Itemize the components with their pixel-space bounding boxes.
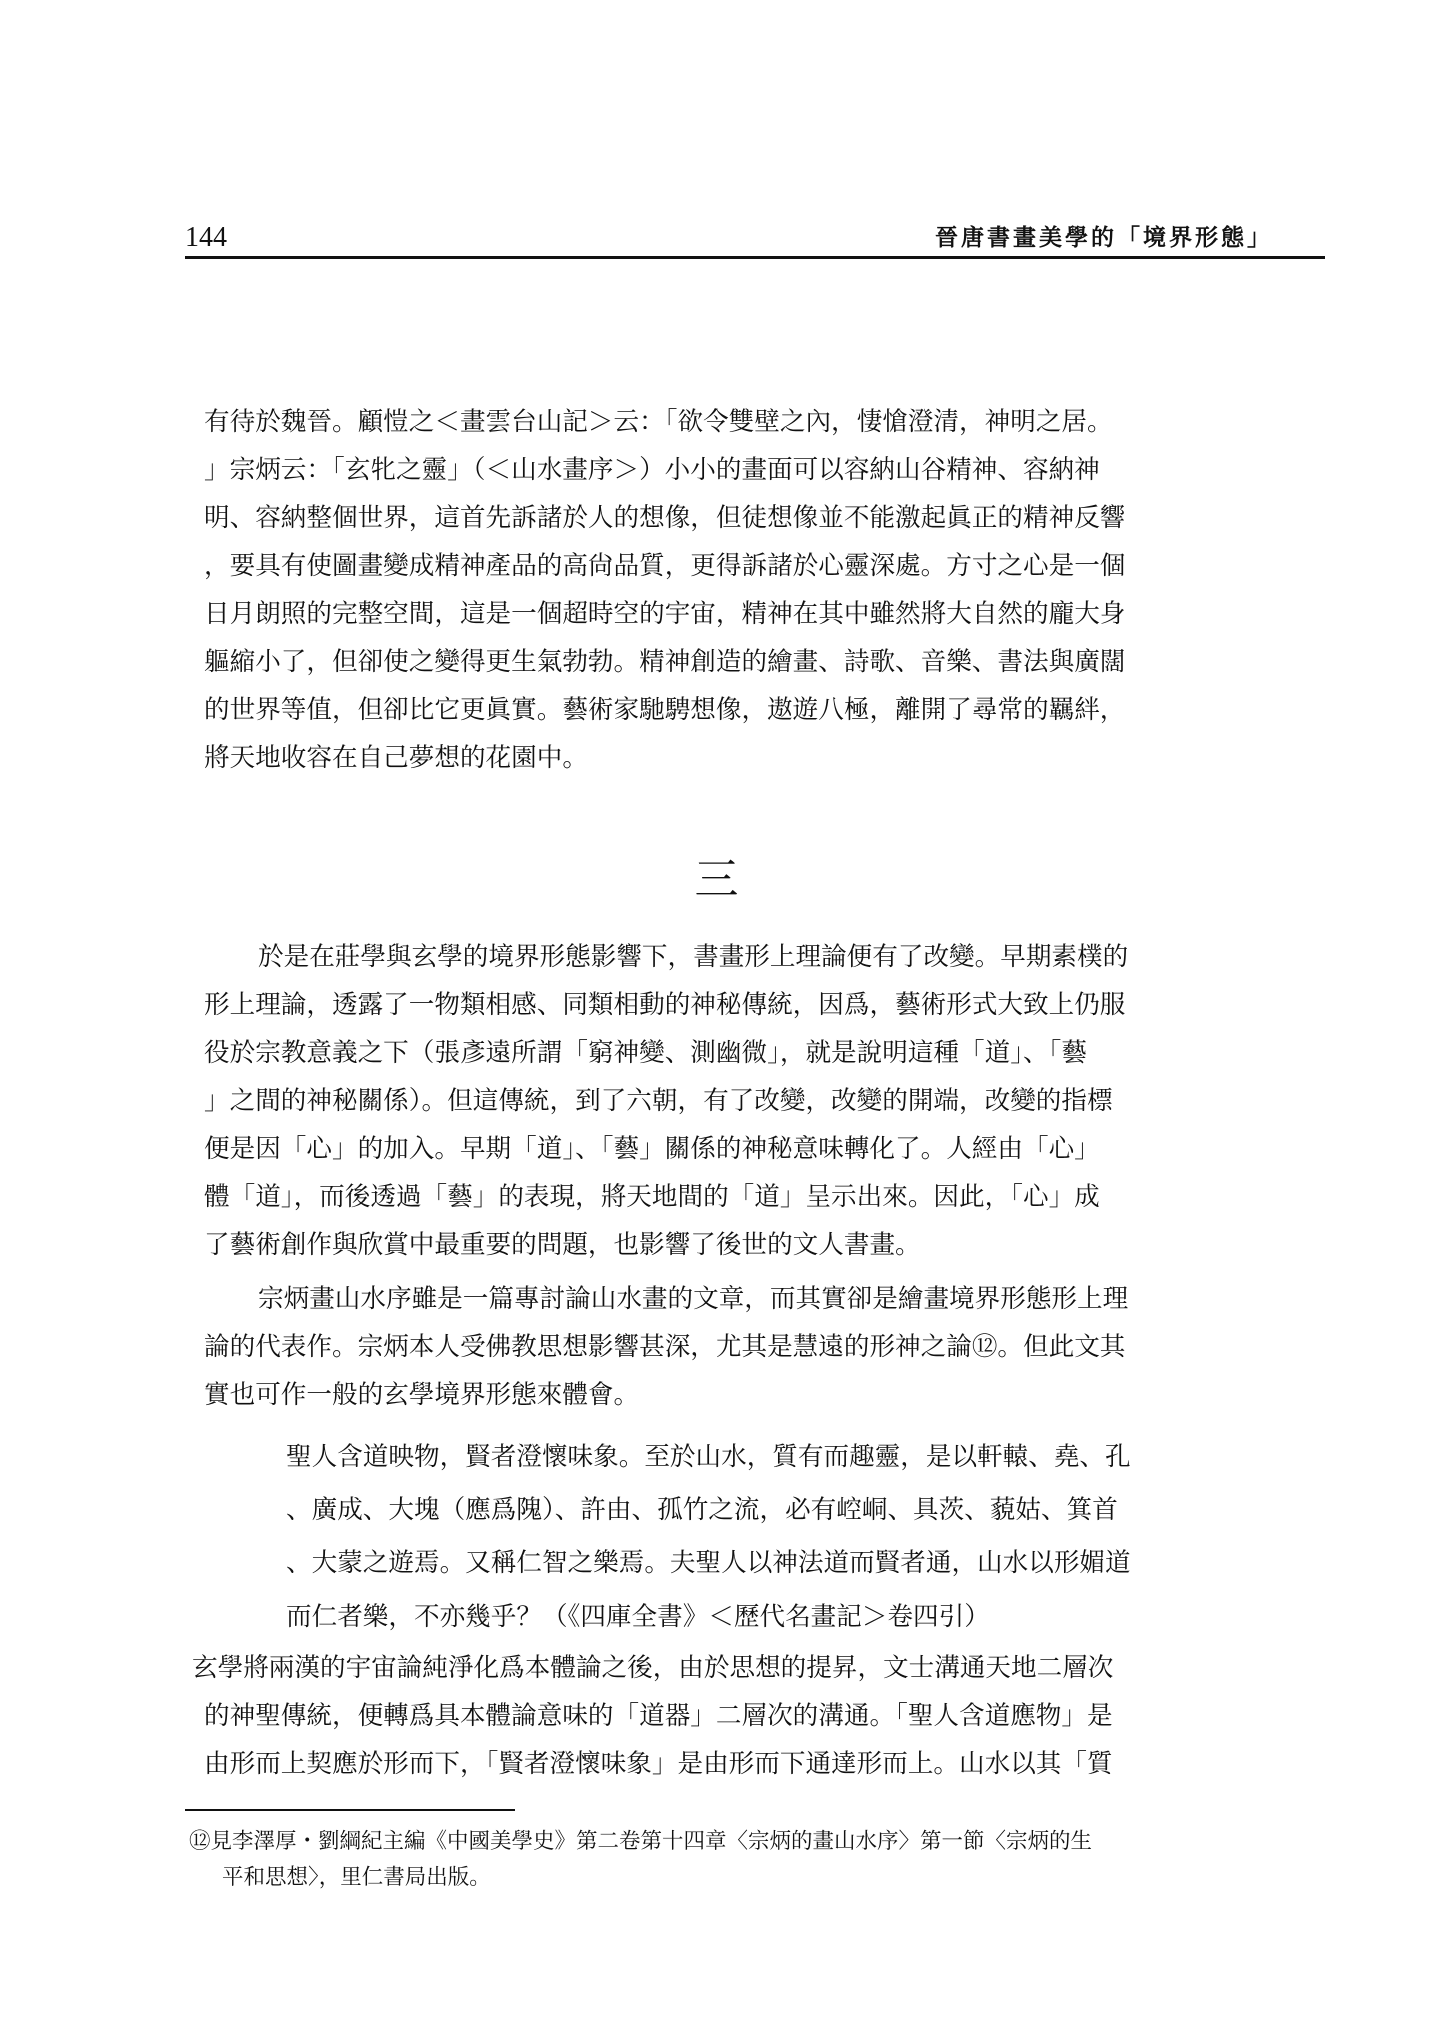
page-header	[185, 222, 1325, 259]
section-heading: 三	[694, 854, 739, 905]
text-line: ，要具有使圖畫變成精神產品的高尙品質，更得訴諸於心靈深處。方寸之心是一個	[204, 551, 1126, 581]
quote-line: 而仁者樂，不亦幾乎？（《四庫全書》＜歷代名畫記＞卷四引）	[286, 1602, 990, 1632]
text-line: 」之間的神秘關係）。但這傳統，到了六朝，有了改變，改變的開端，改變的指標	[204, 1086, 1113, 1116]
quote-line: 、大蒙之遊焉。又稱仁智之樂焉。夫聖人以神法道而賢者通，山水以形媚道	[286, 1548, 1131, 1578]
text-line: 宗炳畫山水序雖是一篇專討論山水畫的文章，而其實卻是繪畫境界形態形上理	[258, 1284, 1129, 1314]
text-line: 了藝術創作與欣賞中最重要的問題，也影響了後世的文人書畫。	[204, 1230, 921, 1260]
page-number: 144	[185, 222, 227, 253]
text-line: 形上理論，透露了一物類相感、同類相動的神秘傳統，因爲，藝術形式大致上仍服	[204, 990, 1126, 1020]
text-line: 明、容納整個世界，這首先訴諸於人的想像，但徒想像並不能激起眞正的精神反響	[204, 503, 1126, 533]
text-line: 」宗炳云：「玄牝之靈」（＜山水畫序＞）小小的畫面可以容納山谷精神、容納神	[204, 455, 1100, 485]
text-line: 玄學將兩漢的宇宙論純淨化爲本體論之後，由於思想的提昇，文士溝通天地二層次	[192, 1653, 1114, 1683]
text-line: 實也可作一般的玄學境界形態來體會。	[204, 1380, 640, 1410]
quote-line: 、廣成、大塊（應爲隗）、許由、孤竹之流，必有崆峒、具茨、藐姑、箕首	[286, 1495, 1118, 1525]
text-line: 體「道」，而後透過「藝」的表現，將天地間的「道」呈示出來。因此，「心」成	[204, 1182, 1100, 1212]
text-line: 由形而上契應於形而下，「賢者澄懷味象」是由形而下通達形而上。山水以其「質	[204, 1749, 1113, 1779]
text-line: 日月朗照的完整空間，這是一個超時空的宇宙，精神在其中雖然將大自然的龐大身	[204, 599, 1126, 629]
footnote-line: 平和思想〉，里仁書局出版。	[222, 1865, 491, 1890]
text-line: 將天地收容在自己夢想的花園中。	[204, 743, 588, 773]
text-line: 的世界等值，但卻比它更眞實。藝術家馳騁想像，遨遊八極，離開了尋常的羈絆，	[204, 695, 1126, 725]
running-title: 晉唐書畫美學的「境界形態」	[935, 225, 1273, 251]
text-line: 的神聖傳統，便轉爲具本體論意味的「道器」二層次的溝通。「聖人含道應物」是	[204, 1701, 1113, 1731]
footnote-line: ⑫見李澤厚・劉綱紀主編《中國美學史》第二卷第十四章〈宗炳的畫山水序〉第一節〈宗炳的生	[189, 1829, 1093, 1854]
text-line: 於是在莊學與玄學的境界形態影響下，書畫形上理論便有了改變。早期素樸的	[258, 942, 1129, 972]
quote-line: 聖人含道映物，賢者澄懷味象。至於山水，質有而趣靈，是以軒轅、堯、孔	[286, 1442, 1131, 1472]
text-line: 論的代表作。宗炳本人受佛教思想影響甚深，尤其是慧遠的形神之論⑫。但此文其	[204, 1332, 1126, 1362]
text-line: 軀縮小了，但卻使之變得更生氣勃勃。精神創造的繪畫、詩歌、音樂、書法與廣闊	[204, 647, 1126, 677]
text-line: 有待於魏晉。顧愷之＜畫雲台山記＞云：「欲令雙壁之內，悽愴澄清，神明之居。	[204, 407, 1113, 437]
text-line: 便是因「心」的加入。早期「道」、「藝」關係的神秘意味轉化了。人經由「心」	[204, 1134, 1100, 1164]
text-line: 役於宗教意義之下（張彥遠所謂「窮神變、測幽微」，就是說明這種「道」、「藝	[204, 1038, 1087, 1068]
footnote-divider	[185, 1809, 515, 1811]
